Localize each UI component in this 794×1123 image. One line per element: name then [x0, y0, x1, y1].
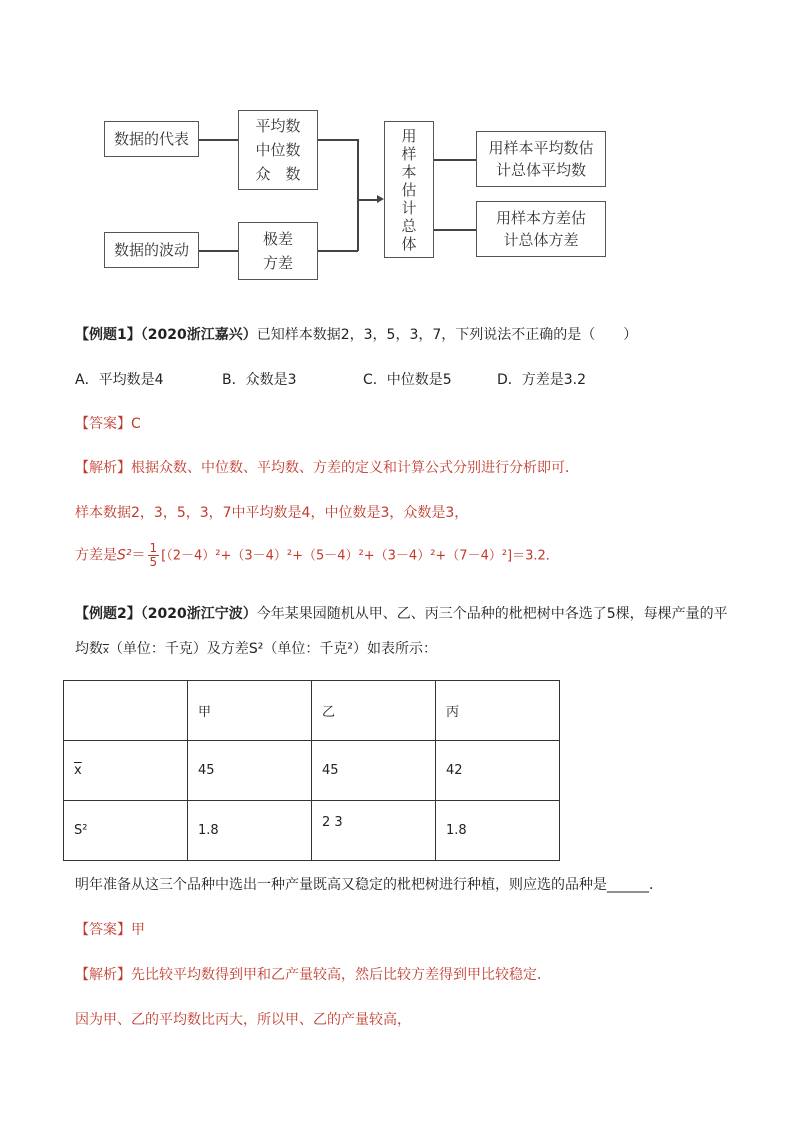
- box-dispersion: [238, 222, 318, 280]
- example1-option-d: D．方差是3.2: [497, 372, 587, 388]
- box-estimate-population: 用 样 本 估 计 总 体: [384, 121, 434, 258]
- connector: [199, 250, 238, 252]
- connector: [318, 139, 358, 141]
- label-variance: 方差: [262, 254, 293, 272]
- example1-option-b: B．众数是3: [222, 372, 297, 388]
- label-range: 极差: [262, 230, 293, 248]
- connector: [434, 229, 476, 231]
- connector: [199, 139, 238, 141]
- table-row: [64, 801, 560, 861]
- connector: [434, 159, 476, 161]
- example1-analysis: 【解析】根据众数、中位数、平均数、方差的定义和计算公式分别进行分析即可．: [75, 460, 579, 476]
- example2-question-after: 明年准备从这三个品种中选出一种产量既高又稳定的枇杷树进行种植，则应选的品种是______．: [75, 877, 663, 893]
- table-cell: 45: [312, 741, 436, 801]
- connector: [318, 250, 358, 252]
- fraction-one-fifth: $\frac{1}{5}$: [149, 541, 158, 569]
- table-cell-variance-label: S²: [64, 801, 188, 861]
- box-data-fluctuation: 数据的波动: [104, 232, 199, 268]
- example2-answer: 【答案】甲: [75, 922, 145, 938]
- example1-analysis-line2: 样本数据2，3，5，3，7中平均数是4，中位数是3，众数是3，: [75, 505, 469, 521]
- example1-question: 【例题1】（2020浙江嘉兴）已知样本数据2，3，5，3，7，下列说法不正确的是（ ）: [75, 327, 638, 343]
- table-cell: 1.8: [436, 801, 560, 861]
- example1-option-a: A．平均数是4: [75, 372, 164, 388]
- table-cell-mean-label: $\overline{x}$: [64, 741, 188, 801]
- table-row: [64, 681, 560, 741]
- example1-option-c: C．中位数是5: [363, 372, 452, 388]
- example1-variance-formula: 方差是S²＝ $\frac{1}{5}$ [（2－4）²+（3－4）²+（5－4）²+（3－4）²+（7－4）²]＝3.2．: [75, 541, 559, 569]
- example2-analysis: 【解析】先比较平均数得到甲和乙产量较高，然后比较方差得到甲比较稳定．: [75, 967, 551, 983]
- box-estimate-variance: 用样本方差估 计总体方差: [476, 201, 606, 257]
- connector: [357, 139, 359, 251]
- label-mean: 平均数: [255, 117, 301, 135]
- table-cell: 2 3: [312, 801, 436, 861]
- example2-question: 【例题2】（2020浙江宁波）今年某果园随机从甲、乙、丙三个品种的枇杷树中各选了5棵，每棵产量的平: [75, 606, 728, 622]
- example2-analysis-line2: 因为甲、乙的平均数比丙大，所以甲、乙的产量较高，: [75, 1012, 411, 1028]
- data-table: [63, 680, 560, 861]
- table-header-jia: 甲: [188, 681, 312, 741]
- table-cell: 45: [188, 741, 312, 801]
- table-header-bing: 丙: [436, 681, 560, 741]
- example2-question-line2: 均数$\overline{x}$（单位：千克）及方差S²（单位：千克²）如表所示：: [75, 641, 438, 657]
- arrow-head-icon: [377, 195, 384, 203]
- box-central-tendency: [238, 110, 318, 190]
- connector: [358, 199, 378, 201]
- label-mode: 众 数: [255, 165, 301, 183]
- table-cell: 1.8: [188, 801, 312, 861]
- label-median: 中位数: [255, 141, 301, 159]
- table-header-yi: 乙: [312, 681, 436, 741]
- table-cell: 42: [436, 741, 560, 801]
- table-cell: [64, 681, 188, 741]
- example1-answer: 【答案】C: [75, 416, 141, 432]
- box-estimate-mean: 用样本平均数估 计总体平均数: [476, 131, 606, 187]
- table-row: [64, 741, 560, 801]
- box-data-representative: 数据的代表: [104, 121, 199, 157]
